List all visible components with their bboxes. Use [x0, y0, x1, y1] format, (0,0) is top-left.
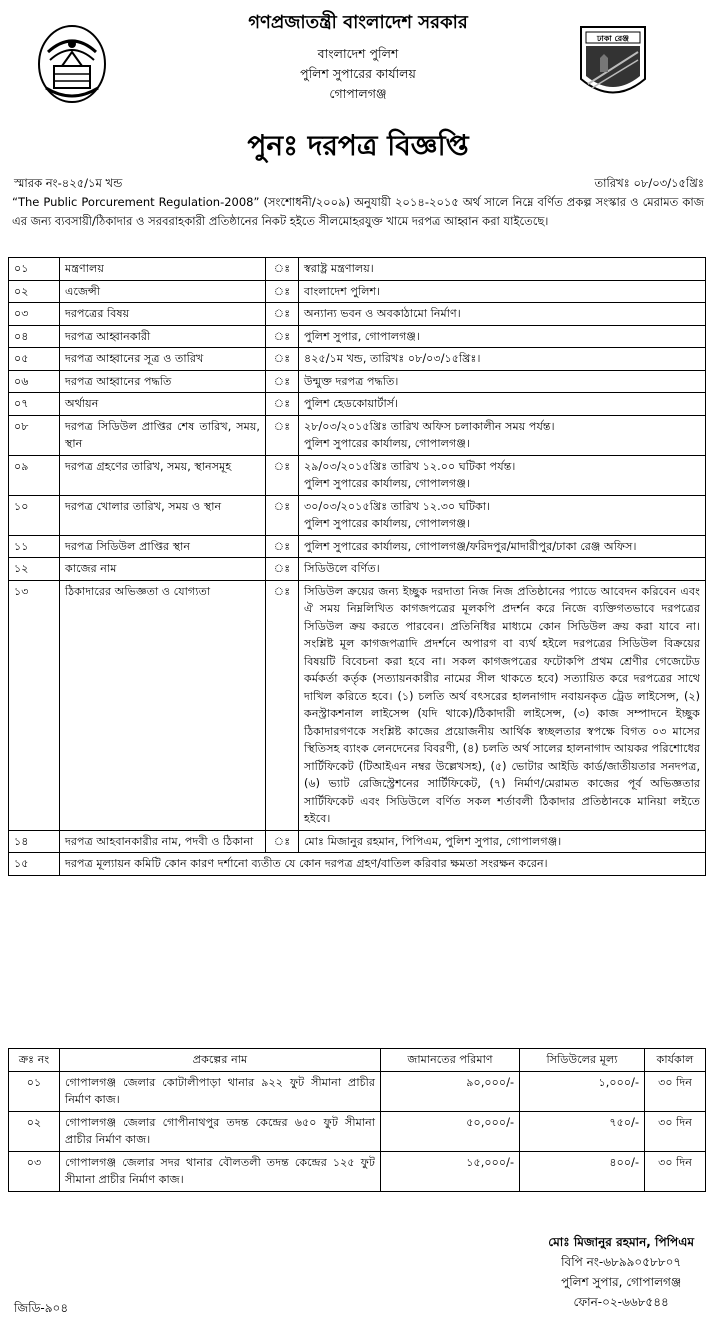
row-value-line: অন্যান্য ভবন ও অবকাঠামো নির্মাণ।	[304, 307, 461, 320]
row-separator: ঃ	[266, 495, 299, 535]
department: বাংলাদেশ পুলিশ	[317, 46, 399, 61]
row-label: অর্থায়ন	[60, 393, 266, 416]
district: গোপালগঞ্জ	[329, 86, 387, 101]
row-value	[299, 348, 706, 371]
col-project-name: প্রকল্পের নাম	[60, 1049, 381, 1072]
project-row	[9, 1151, 706, 1191]
row-number: ১৫	[9, 853, 60, 876]
page-title: পুনঃ দরপত্র বিজ্ঞপ্তি	[247, 129, 469, 162]
row-label: দরপত্র আহ্বানের পদ্ধতি	[60, 370, 266, 393]
row-value	[299, 558, 706, 581]
col-schedule-price: সিডিউলের মূল্য	[520, 1049, 645, 1072]
office: পুলিশ সুপারের কার্যালয়	[300, 66, 416, 81]
info-row	[9, 348, 706, 371]
info-row	[9, 415, 706, 455]
row-number: ১২	[9, 558, 60, 581]
project-name: গোপালগঞ্জ জেলার কোটালীপাড়া থানার ৯২২ ফুট সীমানা প্রাচীর নির্মাণ কাজ।	[60, 1071, 381, 1111]
row-label: দরপত্র খোলার তারিখ, সময় ও স্থান	[60, 495, 266, 535]
row-value-line: পুলিশ সুপারের কার্যালয়, গোপালগঞ্জ/ফরিদপুর/মাদারীপুর/ঢাকা রেঞ্জ অফিস।	[304, 539, 637, 553]
project-serial: ০৩	[9, 1151, 60, 1191]
info-row	[9, 303, 706, 326]
row-value-line: পুলিশ হেডকোয়ার্টার্স।	[304, 397, 399, 410]
info-row	[9, 280, 706, 303]
row-value	[299, 303, 706, 326]
row-value-line: সিডিউলে বর্ণিত।	[304, 562, 380, 575]
row-separator: ঃ	[266, 415, 299, 455]
row-number: ০৪	[9, 325, 60, 348]
info-row	[9, 558, 706, 581]
gd-number: জিডি-৯০৪	[14, 1301, 69, 1315]
row-value	[299, 258, 706, 281]
col-serial: ক্রঃ নং	[9, 1049, 60, 1072]
row-value-line: পুলিশ সুপার, গোপালগঞ্জ।	[304, 329, 420, 343]
info-row	[9, 393, 706, 416]
project-duration: ৩০ দিন	[645, 1151, 706, 1191]
project-duration: ৩০ দিন	[645, 1071, 706, 1111]
row-number: ০৬	[9, 370, 60, 393]
row-separator: ঃ	[266, 303, 299, 326]
row-separator: ঃ	[266, 580, 299, 830]
row-value-line-2: পুলিশ সুপারের কার্যালয়, গোপালগঞ্জ।	[304, 517, 470, 530]
row-number: ১০	[9, 495, 60, 535]
project-row	[9, 1071, 706, 1111]
info-row	[9, 580, 706, 830]
memo-row	[14, 175, 704, 194]
row-label: দরপত্র সিডিউল প্রাপ্তির স্থান	[60, 535, 266, 558]
row-number: ০৮	[9, 415, 60, 455]
row-value	[299, 370, 706, 393]
project-name: গোপালগঞ্জ জেলার গোপীনাথপুর তদন্ত কেন্দ্রের ৬৫০ ফুট সীমানা প্রাচীর নির্মাণ কাজ।	[60, 1111, 381, 1151]
signature-block	[548, 1232, 694, 1312]
signatory-phone: ফোন-০২-৬৬৮৫৪৪	[573, 1295, 669, 1309]
row-separator: ঃ	[266, 348, 299, 371]
row-label: মন্ত্রণালয়	[60, 258, 266, 281]
row-value-line: ২৯/০৩/২০১৫খ্রিঃ তারিখ ১২.০০ ঘটিকা পর্যন্ত।	[304, 459, 516, 473]
row-separator: ঃ	[266, 325, 299, 348]
row-value-line: সিডিউল ক্রয়ের জন্য ইচ্ছুক দরদাতা নিজ নিজ প্রতিষ্ঠানের প্যাডে আবেদন করিবেন এবং ঐ সময় নিম্নলিখিত কাগজপত্রের মূলকপি প্রদর্শন করে নিজে ব্যক্তিগতভাবে দরপত্রের সিডিউল ক্রয় করতে পারবেন। প্রতিনিধির মাধ্যমে কোন সিডিউল ক্রয় করা যাবে না। সংশ্লিষ্ট মূল কাগজপত্রাদি প্রদর্শনে অপারগ বা ব্যর্থ হইলে দরপত্রের সিডিউল বিক্রয়ের বিষয়টি বিবেচনা করা হবে না। সকল কাগজপত্রের ফটোকপি প্রথম শ্রেণীর গেজেটেড কর্মকর্তা কর্তৃক (সত্যায়নকারীর নামের সীল থাকতে হবে) সত্যায়িত করে দরপত্রের সাথে দাখিল করিতে হবে। (১) চলতি অর্থ বৎসরের হালনাগাদ নবায়নকৃত ট্রেড লাইসেন্স, (২) কনস্ট্রাকশনাল লাইসেন্স (যদি থাকে)/ঠিকাদারী লাইসেন্স, (৩) কাজ সম্পাদনে ইচ্ছুক ঠিকাদারগণকে সংশ্লিষ্ট কাজের প্রয়োজনীয় আর্থিক স্বচ্ছলতার স্বপক্ষে বিগত ০৩ মাসের স্থিতিসহ ব্যাংক লেনদেনের বিবরণী, (৪) চলতি অর্থ সালের হালনাগাদ আয়কর পরিশোধের সার্টিফিকেট (টিআইএন নম্বর উল্লেখসহ), (৫) ভোটার আইডি কার্ড/জাতীয়তার সনদপত্র, (৬) ভ্যাট রেজিস্ট্রেশনের সার্টিফিকেট, (৭) নির্মাণ/মেরামত কাজের পূর্ব অভিজ্ঞতার সার্টিফিকেট এবং সিডিউলে বর্ণিত সকল শর্তাবলী ঠিকাদার প্রতিষ্ঠানকে মানিয়া লইতে হইবে।	[304, 584, 700, 825]
row-value	[299, 580, 706, 830]
row-number: ১৩	[9, 580, 60, 830]
row-number: ০১	[9, 258, 60, 281]
project-schedule-price: ১,০০০/-	[520, 1071, 645, 1111]
row-label: দরপত্র সিডিউল প্রাপ্তির শেষ তারিখ, সময়, স্থান	[60, 415, 266, 455]
project-deposit: ৫০,০০০/-	[381, 1111, 520, 1151]
intro-paragraph: “The Public Porcurement Regulation-2008” (সংশোধনী/২০০৯) অনুযায়ী ২০১৪-২০১৫ অর্থ সালে নিম্নে বর্ণিত প্রকল্প সংস্কার ও মেরামত কাজ এর জন্য ব্যবসায়ী/ঠিকাদার ও সরবরাহকারী প্রতিষ্ঠানের নিকট হইতে সীলমোহরযুক্ত খামে দরপত্র আহ্বান করা যাইতেছে।	[12, 195, 704, 228]
row-separator: ঃ	[266, 370, 299, 393]
row-separator: ঃ	[266, 258, 299, 281]
row-label: ঠিকাদারের অভিজ্ঞতা ও যোগ্যতা	[60, 580, 266, 830]
row-label: দরপত্র আহ্বানের সূত্র ও তারিখ	[60, 348, 266, 371]
row-label: দরপত্র আহ্বানকারী	[60, 325, 266, 348]
row-label: এজেন্সী	[60, 280, 266, 303]
col-deposit: জামানতের পরিমাণ	[381, 1049, 520, 1072]
row-separator: ঃ	[266, 280, 299, 303]
memo-date: তারিখঃ ০৮/০৩/১৫খ্রিঃ	[594, 176, 704, 190]
row-label: দরপত্র আহবানকারীর নাম, পদবী ও ঠিকানা	[60, 830, 266, 853]
row-value	[299, 393, 706, 416]
info-row	[9, 535, 706, 558]
memo-number: স্মারক নং-৪২৫/১ম খন্ড	[14, 176, 123, 190]
row-number: ০২	[9, 280, 60, 303]
project-schedule-price: ৪০০/-	[520, 1151, 645, 1191]
row-value	[299, 495, 706, 535]
project-deposit: ১৫,০০০/-	[381, 1151, 520, 1191]
project-schedule-price: ৭৫০/-	[520, 1111, 645, 1151]
row-15-text: দরপত্র মূল্যায়ন কমিটি কোন কারণ দর্শানো ব্যতীত যে কোন দরপত্র গ্রহণ/বাতিল করিবার ক্ষমতা সংরক্ষন করেন।	[60, 853, 706, 876]
project-serial: ০২	[9, 1111, 60, 1151]
government-title: গণপ্রজাতন্ত্রী বাংলাদেশ সরকার	[248, 12, 468, 33]
project-serial: ০১	[9, 1071, 60, 1111]
row-value	[299, 455, 706, 495]
tender-info-table	[8, 257, 706, 876]
row-number: ১১	[9, 535, 60, 558]
row-separator: ঃ	[266, 393, 299, 416]
row-number: ০৭	[9, 393, 60, 416]
row-value-line-2: পুলিশ সুপারের কার্যালয়, গোপালগঞ্জ।	[304, 477, 470, 490]
info-row	[9, 830, 706, 853]
row-value	[299, 830, 706, 853]
signatory-bp: বিপি নং-৬৮৯৯০৫৮৮০৭	[561, 1255, 682, 1269]
row-value	[299, 535, 706, 558]
info-row	[9, 455, 706, 495]
row-label: দরপত্রের বিষয়	[60, 303, 266, 326]
col-duration: কার্যকাল	[645, 1049, 706, 1072]
row-separator: ঃ	[266, 830, 299, 853]
projects-table	[8, 1048, 706, 1192]
row-value-line: উন্মুক্ত দরপত্র পদ্ধতি।	[304, 374, 399, 388]
project-deposit: ৯০,০০০/-	[381, 1071, 520, 1111]
project-duration: ৩০ দিন	[645, 1111, 706, 1151]
row-value-line: ২৮/০৩/২০১৫খ্রিঃ তারিখ অফিস চলাকালীন সময় পর্যন্ত।	[304, 419, 555, 433]
info-row-15	[9, 853, 706, 876]
badge-label: ঢাকা রেঞ্জ	[596, 34, 630, 43]
row-value	[299, 280, 706, 303]
row-separator: ঃ	[266, 535, 299, 558]
project-name: গোপালগঞ্জ জেলার সদর থানার বৌলতলী তদন্ত কেন্দ্রের ১২৫ ফুট সীমানা প্রাচীর নির্মাণ কাজ।	[60, 1151, 381, 1191]
project-row	[9, 1111, 706, 1151]
row-label: দরপত্র গ্রহণের তারিখ, সময়, স্থানসমূহ	[60, 455, 266, 495]
row-separator: ঃ	[266, 558, 299, 581]
info-row	[9, 258, 706, 281]
row-number: ০৫	[9, 348, 60, 371]
row-value-line: মোঃ মিজানুর রহমান, পিপিএম, পুলিশ সুপার, গোপালগঞ্জ।	[304, 834, 562, 848]
row-number: ০৯	[9, 455, 60, 495]
row-value-line: স্বরাষ্ট্র মন্ত্রণালয়।	[304, 262, 374, 275]
row-value	[299, 415, 706, 455]
projects-header-row	[9, 1049, 706, 1072]
row-number: ১৪	[9, 830, 60, 853]
row-value-line: বাংলাদেশ পুলিশ।	[304, 284, 381, 298]
row-separator: ঃ	[266, 455, 299, 495]
row-value-line: ৪২৫/১ম খন্ড, তারিখঃ ০৮/০৩/১৫খ্রিঃ।	[304, 352, 481, 365]
row-number: ০৩	[9, 303, 60, 326]
row-value-line: ৩০/০৩/২০১৫খ্রিঃ তারিখ ১২.৩০ ঘটিকা।	[304, 499, 491, 513]
signatory-name: মোঃ মিজানুর রহমান, পিপিএম	[548, 1235, 694, 1249]
row-value	[299, 325, 706, 348]
signatory-designation: পুলিশ সুপার, গোপালগঞ্জ	[561, 1275, 682, 1289]
row-label: কাজের নাম	[60, 558, 266, 581]
row-value-line-2: পুলিশ সুপারের কার্যালয়, গোপালগঞ্জ।	[304, 437, 470, 450]
info-row	[9, 495, 706, 535]
info-row	[9, 325, 706, 348]
info-row	[9, 370, 706, 393]
